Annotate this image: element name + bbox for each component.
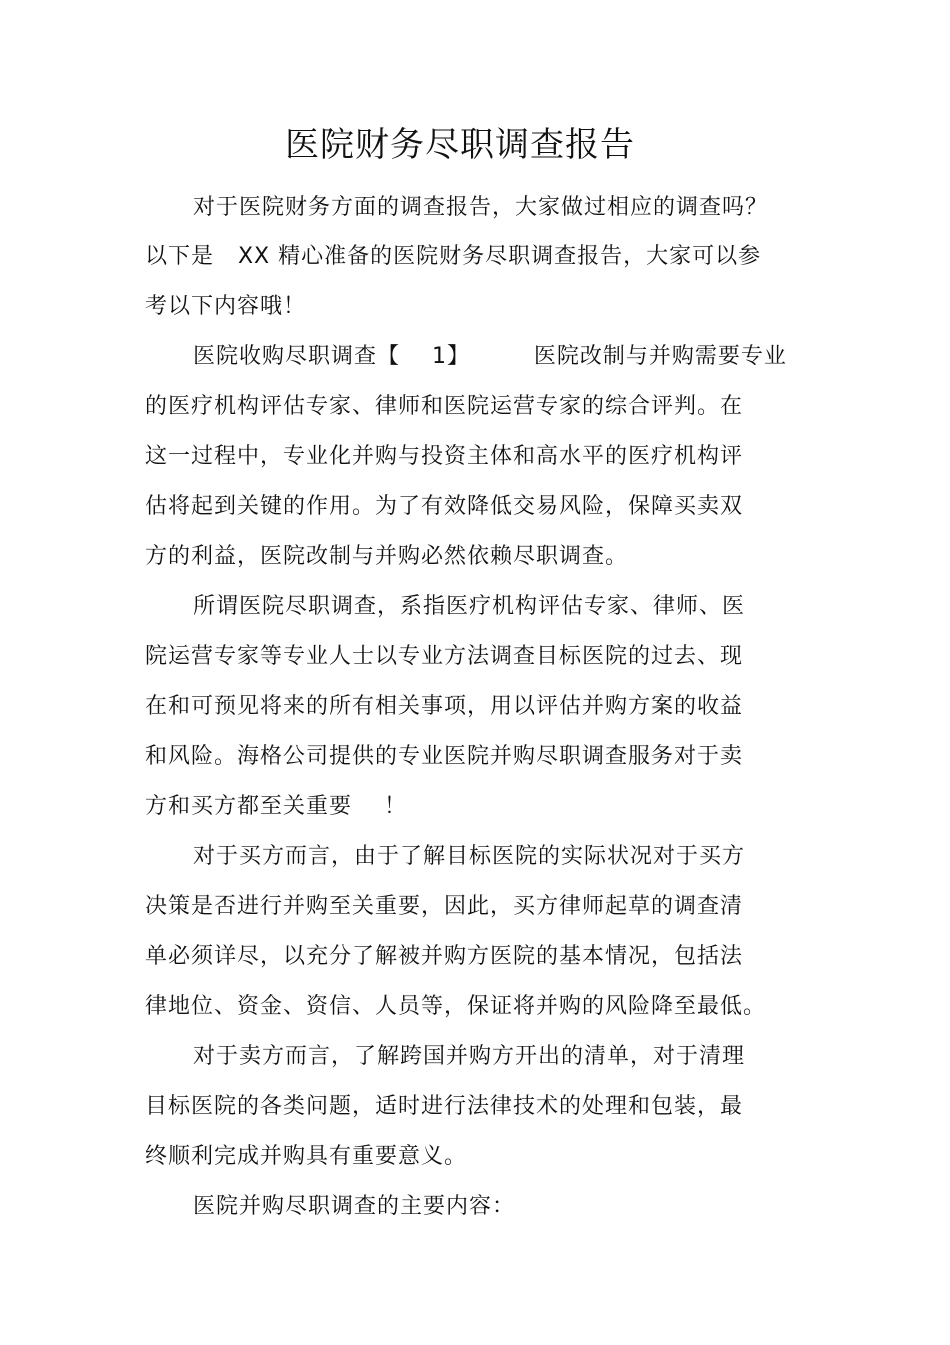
document-title: 医院财务尽职调查报告	[285, 125, 635, 165]
paragraph-line: 在和可预见将来的所有相关事项，用以评估并购方案的收益	[145, 694, 744, 719]
paragraph-line: 的医疗机构评估专家、律师和医院运营专家的综合评判。在	[145, 394, 744, 419]
paragraph-line: 和风险。海格公司提供的专业医院并购尽职调查服务对于卖	[145, 744, 744, 769]
paragraph-line: 院运营专家等专业人士以专业方法调查目标医院的过去、现	[145, 644, 744, 669]
paragraph-line: 方和买方都至关重要 ！	[145, 794, 407, 819]
paragraph-line: 对于卖方而言，了解跨国并购方开出的清单，对于清理	[193, 1044, 746, 1069]
paragraph-line: 所谓医院尽职调查，系指医疗机构评估专家、律师、医	[193, 594, 746, 619]
paragraph-line: 律地位、资金、资信、人员等，保证将并购的风险降至最低。	[145, 994, 767, 1019]
paragraph-line: 单必须详尽，以充分了解被并购方医院的基本情况，包括法	[145, 944, 744, 969]
paragraph-line: 方的利益，医院改制与并购必然依赖尽职调查。	[145, 544, 629, 569]
paragraph-line: 目标医院的各类问题，适时进行法律技术的处理和包装，最	[145, 1094, 744, 1119]
paragraph-line: 医院收购尽职调查【 1】 医院改制与并购需要专业	[193, 344, 787, 369]
paragraph-line: 医院并购尽职调查的主要内容：	[193, 1194, 516, 1219]
paragraph-line: 这一过程中，专业化并购与投资主体和高水平的医疗机构评	[145, 444, 744, 469]
paragraph-line: 终顺利完成并购具有重要意义。	[145, 1144, 468, 1169]
paragraph-line: 考以下内容哦！	[145, 294, 307, 319]
paragraph-line: 对于医院财务方面的调查报告，大家做过相应的调查吗？	[193, 195, 769, 220]
paragraph-line: 以下是 XX 精心准备的医院财务尽职调查报告，大家可以参	[145, 244, 762, 269]
paragraph-line: 对于买方而言，由于了解目标医院的实际状况对于买方	[193, 844, 746, 869]
paragraph-line: 决策是否进行并购至关重要，因此，买方律师起草的调查清	[145, 894, 744, 919]
paragraph-line: 估将起到关键的作用。为了有效降低交易风险，保障买卖双	[145, 494, 744, 519]
